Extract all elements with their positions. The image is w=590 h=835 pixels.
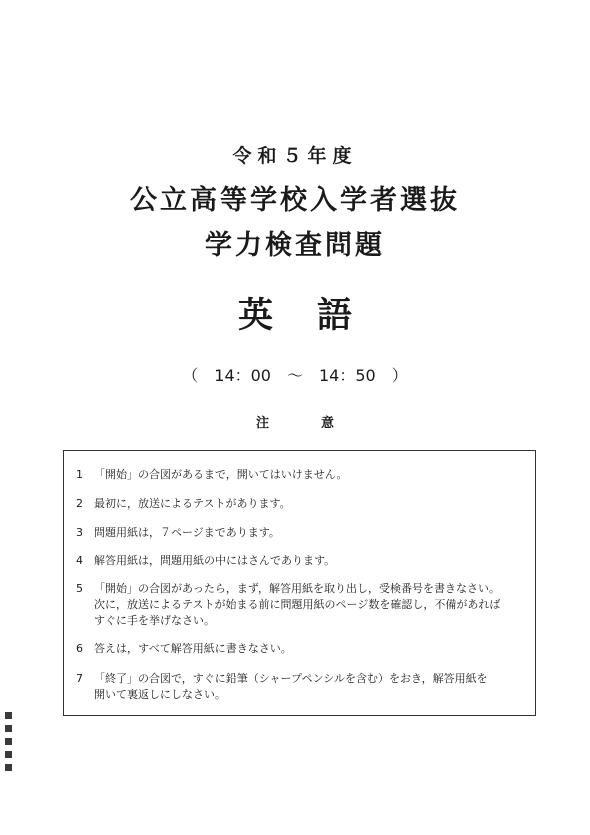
scan-mark <box>5 738 12 745</box>
notice-item-text: 問題用紙は，７ページまであります。 <box>94 526 280 539</box>
notice-item-text: 「終了」の合図で，すぐに鉛筆（シャープペンシルを含む）をおき，解答用紙を <box>94 672 488 685</box>
notice-heading: 注意 <box>255 416 386 431</box>
notice-item-number: 4 <box>76 554 83 567</box>
exam-time: （ 14：00 ～ 14：50 ） <box>182 366 408 385</box>
scan-mark <box>5 764 12 771</box>
notice-item-continuation: 次に，放送によるテストが始まる前に問題用紙のページ数を確認し，不備があれば すぐに手を挙げなさい。 <box>94 598 501 627</box>
notice-item-text: 答えは，すべて解答用紙に書きなさい。 <box>94 642 292 655</box>
scan-mark <box>5 751 12 758</box>
exam-title-line1: 公立高等学校入学者選抜 <box>130 185 460 216</box>
notice-item-number: 7 <box>76 672 83 685</box>
exam-year: 令和５年度 <box>232 145 358 167</box>
notice-item <box>76 553 528 569</box>
scan-mark <box>5 712 12 719</box>
notice-item <box>76 467 528 483</box>
notice-item-number: 2 <box>76 497 83 510</box>
notice-item-number: 3 <box>76 526 83 539</box>
notice-item-text: 最初に，放送によるテストがあります。 <box>94 497 291 510</box>
notice-item-number: 5 <box>76 582 83 595</box>
subject-title: 英語 <box>237 295 396 336</box>
notice-item-number: 6 <box>76 642 83 655</box>
notice-item-text: 解答用紙は，問題用紙の中にはさんであります。 <box>94 554 336 567</box>
notice-item <box>76 641 528 657</box>
scan-edge-marks <box>5 712 14 777</box>
notice-item <box>76 581 528 629</box>
notice-item <box>76 671 528 703</box>
notice-item-text: 「開始」の合図があるまで，開いてはいけません。 <box>94 468 348 481</box>
notice-box <box>63 450 536 716</box>
notice-item-continuation: 開いて裏返しにしなさい。 <box>94 688 226 701</box>
notice-item-number: 1 <box>76 468 83 481</box>
exam-title-line2: 学力検査問題 <box>205 230 385 261</box>
notice-item <box>76 496 528 512</box>
notice-item <box>76 525 528 541</box>
scan-mark <box>5 725 12 732</box>
notice-item-text: 「開始」の合図があったら，まず，解答用紙を取り出し，受検番号を書きなさい。 <box>94 582 501 595</box>
